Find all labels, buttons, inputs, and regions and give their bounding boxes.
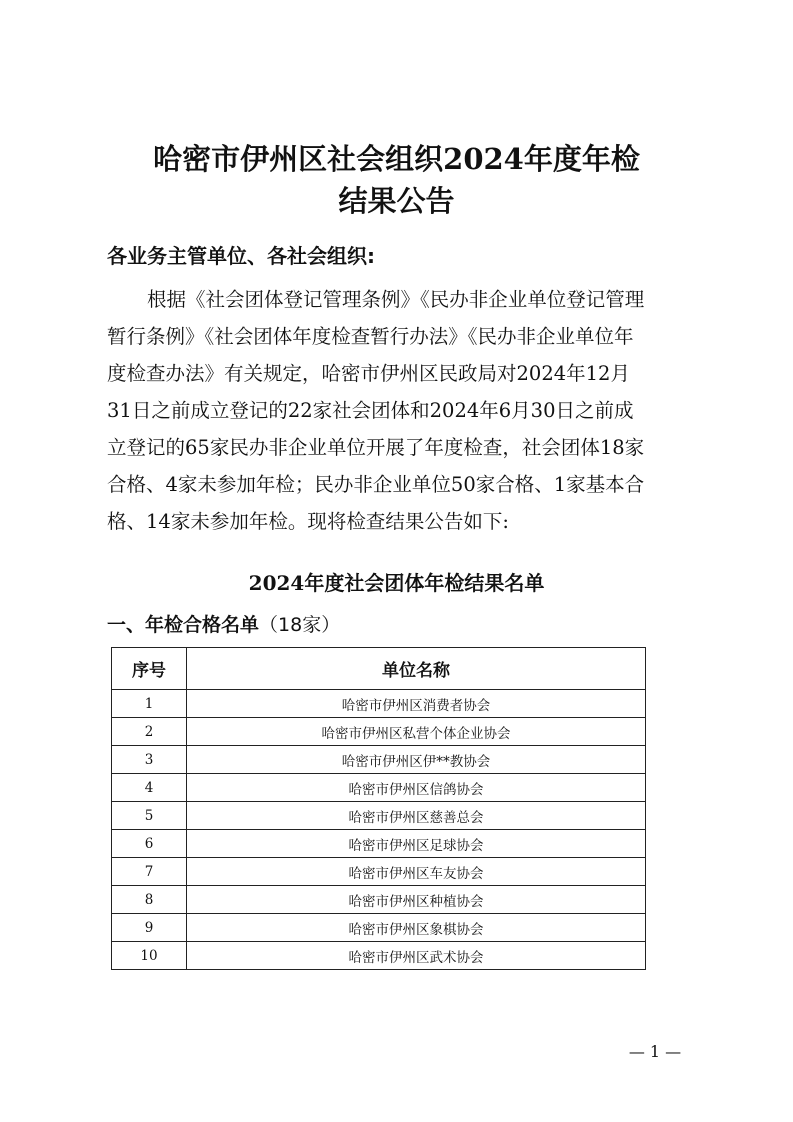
body-paragraph: [107, 281, 692, 540]
row-seq-cell: 5: [112, 802, 187, 830]
table-row: [112, 914, 646, 942]
document-title-line-2: 结果公告: [338, 184, 455, 218]
body-line: 格、14家未参加年检。现将检查结果公告如下:: [107, 510, 509, 533]
row-name-cell: 哈密市伊州区私营个体企业协会: [187, 718, 646, 746]
row-name-cell: 哈密市伊州区信鸽协会: [187, 774, 646, 802]
row-name-cell: 哈密市伊州区象棋协会: [187, 914, 646, 942]
document-title: [0, 138, 793, 222]
row-name-cell: 哈密市伊州区伊**教协会: [187, 746, 646, 774]
body-line: 根据《社会团体登记管理条例》《民办非企业单位登记管理: [147, 288, 645, 311]
table-row: [112, 858, 646, 886]
table-row: [112, 690, 646, 718]
table-row: [112, 718, 646, 746]
body-line: 31日之前成立登记的22家社会团体和2024年6月30日之前成: [107, 399, 634, 422]
salutation: 各业务主管单位、各社会组织:: [107, 244, 375, 268]
body-line: 立登记的65家民办非企业单位开展了年度检查，社会团体18家: [107, 436, 645, 459]
row-seq-cell: 7: [112, 858, 187, 886]
document-title-line-1: 哈密市伊州区社会组织2024年度年检: [153, 142, 640, 176]
row-seq-cell: 9: [112, 914, 187, 942]
results-table: [111, 647, 646, 970]
column-header-org-name: 单位名称: [187, 648, 646, 690]
row-seq-cell: 10: [112, 942, 187, 970]
section-heading-count: （18家）: [259, 614, 341, 636]
page-number: — 1 —: [628, 1042, 682, 1061]
row-seq-cell: 8: [112, 886, 187, 914]
row-name-cell: 哈密市伊州区足球协会: [187, 830, 646, 858]
row-seq-cell: 6: [112, 830, 187, 858]
row-seq-cell: 2: [112, 718, 187, 746]
body-line: 合格、4家未参加年检；民办非企业单位50家合格、1家基本合: [107, 473, 645, 496]
table-row: [112, 830, 646, 858]
column-header-seq: 序号: [112, 648, 187, 690]
body-line: 度检查办法》有关规定，哈密市伊州区民政局对2024年12月: [107, 362, 630, 385]
row-name-cell: 哈密市伊州区车友协会: [187, 858, 646, 886]
table-header-row: [112, 648, 646, 690]
table-row: [112, 746, 646, 774]
table-row: [112, 942, 646, 970]
table-row: [112, 886, 646, 914]
row-seq-cell: 4: [112, 774, 187, 802]
body-line: 暂行条例》《社会团体年度检查暂行办法》《民办非企业单位年: [107, 325, 634, 348]
list-title: 2024年度社会团体年检结果名单: [248, 571, 545, 595]
row-seq-cell: 1: [112, 690, 187, 718]
table-row: [112, 774, 646, 802]
table-row: [112, 802, 646, 830]
row-name-cell: 哈密市伊州区消费者协会: [187, 690, 646, 718]
section-heading-text: 一、年检合格名单: [107, 614, 260, 636]
row-name-cell: 哈密市伊州区种植协会: [187, 886, 646, 914]
row-name-cell: 哈密市伊州区武术协会: [187, 942, 646, 970]
row-name-cell: 哈密市伊州区慈善总会: [187, 802, 646, 830]
section-heading: [107, 610, 340, 640]
row-seq-cell: 3: [112, 746, 187, 774]
